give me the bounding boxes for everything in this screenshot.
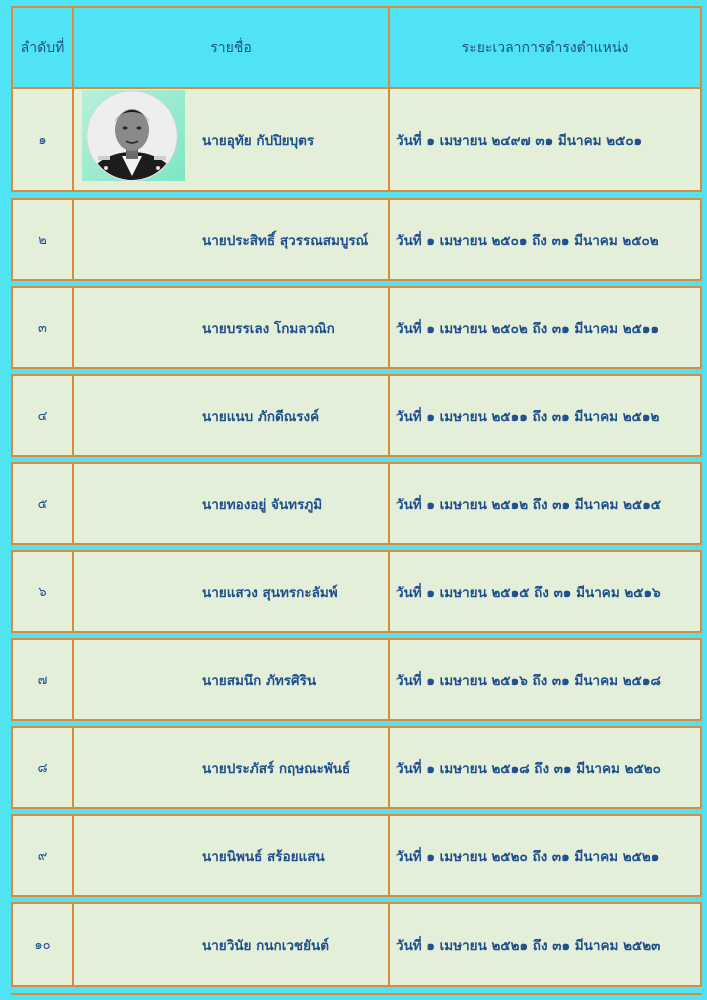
row-name-cell [72, 288, 388, 367]
row-name-cell [72, 904, 388, 985]
table-row [11, 550, 702, 633]
row-name: นายวินัย กนกเวชยันต์ [202, 937, 329, 954]
row-no: ๑ [38, 133, 47, 148]
header-no: ลำดับที่ [20, 39, 65, 56]
row-period: วันที่ ๑ เมษายน ๒๕๑๒ ถึง ๓๑ มีนาคม ๒๕๑๕ [388, 464, 700, 543]
row-name: นายอุทัย กัปปิยบุตร [202, 132, 315, 149]
row-period: วันที่ ๑ เมษายน ๒๕๐๒ ถึง ๓๑ มีนาคม ๒๕๑๑ [388, 288, 700, 367]
table-row [11, 638, 702, 721]
row-no: ๖ [38, 585, 47, 600]
row-no: ๘ [37, 761, 48, 776]
row-no: ๔ [37, 409, 48, 424]
row-name: นายบรรเลง โกมลวณิก [202, 320, 335, 337]
table-row [11, 374, 702, 457]
row-period: วันที่ ๑ เมษายน ๒๔๙๗ ๓๑ มีนาคม ๒๕๐๑ [388, 89, 700, 190]
row-no: ๕ [37, 497, 48, 512]
table-row [11, 726, 702, 809]
row-name-cell [72, 200, 388, 279]
table-row [11, 814, 702, 897]
row-name: นายแนบ ภักดีณรงค์ [202, 408, 320, 425]
table-row [11, 462, 702, 545]
row-no: ๙ [37, 849, 48, 864]
header-period: ระยะเวลาการดำรงตำแหน่ง [388, 8, 700, 87]
row-period: วันที่ ๑ เมษายน ๒๕๐๑ ถึง ๓๑ มีนาคม ๒๕๐๒ [388, 200, 700, 279]
portrait-photo [82, 90, 185, 181]
row-name-cell [72, 552, 388, 631]
row-name-cell [72, 728, 388, 807]
row-period: วันที่ ๑ เมษายน ๒๕๑๑ ถึง ๓๑ มีนาคม ๒๕๑๒ [388, 376, 700, 455]
header-name-label: รายชื่อ [210, 39, 252, 56]
row-no: ๒ [38, 233, 47, 248]
row-name: นายสมนึก ภัทรศิริน [202, 672, 317, 689]
table-bottom-border [11, 993, 702, 995]
header-name [72, 8, 388, 87]
row-name: นายนิพนธ์ สร้อยแสน [202, 848, 325, 865]
row-name: นายประภัสร์ กฤษณะพันธ์ [202, 760, 351, 777]
row-name-cell [72, 89, 388, 190]
row-no: ๑๐ [34, 938, 51, 953]
table-row [11, 87, 702, 192]
row-period: วันที่ ๑ เมษายน ๒๕๑๕ ถึง ๓๑ มีนาคม ๒๕๑๖ [388, 552, 700, 631]
row-name-cell [72, 640, 388, 719]
portrait-icon [82, 90, 185, 181]
table-row [11, 286, 702, 369]
row-name-cell [72, 816, 388, 895]
table-row [11, 902, 702, 987]
row-period: วันที่ ๑ เมษายน ๒๕๒๐ ถึง ๓๑ มีนาคม ๒๕๒๑ [388, 816, 700, 895]
row-no: ๗ [37, 673, 48, 688]
row-period: วันที่ ๑ เมษายน ๒๕๒๑ ถึง ๓๑ มีนาคม ๒๕๒๓ [388, 904, 700, 985]
row-name: นายทองอยู่ จันทรภูมิ [202, 496, 323, 513]
row-no: ๓ [38, 321, 47, 336]
row-period: วันที่ ๑ เมษายน ๒๕๑๘ ถึง ๓๑ มีนาคม ๒๕๒๐ [388, 728, 700, 807]
row-name: นายแสวง สุนทรกะลัมพ์ [202, 584, 338, 601]
row-name-cell [72, 376, 388, 455]
table-row [11, 198, 702, 281]
row-period: วันที่ ๑ เมษายน ๒๕๑๖ ถึง ๓๑ มีนาคม ๒๕๑๘ [388, 640, 700, 719]
row-name: นายประสิทธิ์ สุวรรณสมบูรณ์ [202, 232, 369, 249]
table-header [11, 6, 702, 89]
row-name-cell [72, 464, 388, 543]
